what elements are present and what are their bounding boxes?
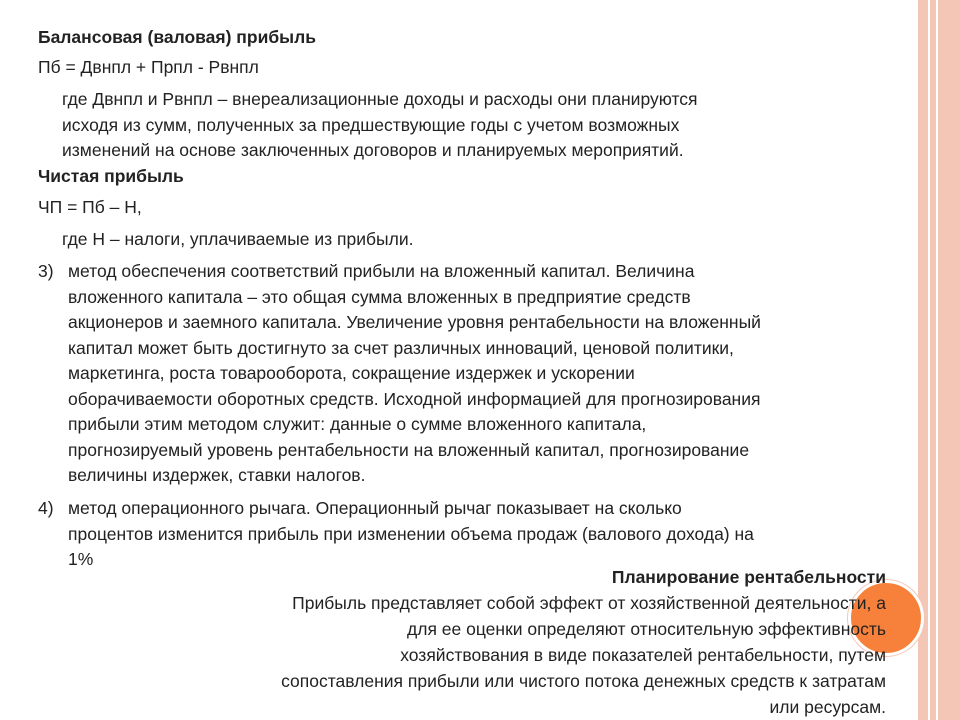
text-line: 1% (68, 549, 94, 569)
text-line: изменений на основе заключенных договоров и планируемых мероприятий. (62, 140, 684, 160)
method-4-number: 4) (38, 498, 54, 518)
text-line: акционеров и заемного капитала. Увеличение уровня рентабельности на вложенный (68, 312, 761, 332)
text-line: метод операционного рычага. Операционный рычаг показывает на сколько (68, 498, 682, 518)
text-line: вложенного капитала – это общая сумма вложенных в предприятие средств (68, 286, 691, 307)
text-line: величины издержек, ставки налогов. (68, 465, 366, 485)
method-3-text (68, 259, 761, 489)
text-line: где Двнпл и Рвнпл – внереализационные доходы и расходы они планируются (62, 89, 698, 109)
method-3-number: 3) (38, 261, 54, 281)
planning-block (138, 564, 886, 720)
net-profit-note: где Н – налоги, уплачиваемые из прибыли. (62, 229, 414, 249)
section-heading-gross-profit: Балансовая (валовая) прибыль (38, 27, 316, 47)
method-4-text (68, 496, 754, 573)
text-line: или ресурсам. (769, 697, 886, 717)
stripe-divider (936, 0, 938, 720)
text-line: сопоставления прибыли или чистого потока денежных средств к затратам (281, 671, 886, 691)
text-line: процентов изменится прибыль при изменении объема продаж (валового дохода) на (68, 523, 754, 544)
text-line: хозяйствования в виде показателей рентабельности, путем (400, 645, 886, 665)
text-line: прибыли этим методом служит: данные о сумме вложенного капитала, (68, 414, 647, 434)
text-line: исходя из сумм, полученных за предшествующие годы с учетом возможных (62, 114, 680, 135)
text-line: метод обеспечения соответствий прибыли на вложенный капитал. Величина (68, 261, 695, 281)
formula-gross-profit: Пб = Двнпл + Прпл - Рвнпл (38, 57, 259, 77)
planning-heading: Планирование рентабельности (611, 567, 886, 587)
text-line: Прибыль представляет собой эффект от хозяйственной деятельности, а (292, 593, 886, 613)
formula-net-profit: ЧП = Пб – Н, (38, 197, 142, 217)
text-line: капитал может быть достигнуто за счет различных инноваций, ценовой политики, (68, 337, 734, 358)
stripe-divider (928, 0, 930, 720)
text-line: для ее оценки определяют относительную эффективность (407, 619, 886, 639)
text-line: оборачиваемости оборотных средств. Исходной информацией для прогнозирования (68, 388, 761, 409)
section-heading-net-profit: Чистая прибыль (38, 166, 184, 186)
decorative-stripe-panel (918, 0, 960, 720)
text-line: маркетинга, роста товарооборота, сокращение издержек и ускорении (68, 363, 635, 383)
gross-profit-explanation (62, 87, 698, 164)
text-line: прогнозируемый уровень рентабельности на вложенный капитал, прогнозирование (68, 439, 750, 460)
